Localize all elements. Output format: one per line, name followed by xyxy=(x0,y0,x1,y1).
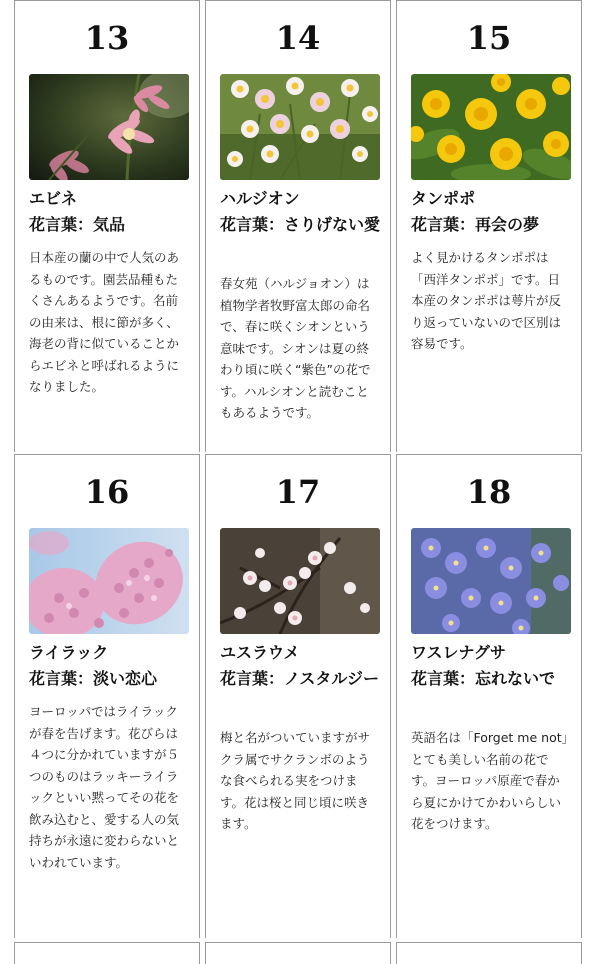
flower-description: 英語名は「Forget me not」とても美しい名前の花です。ヨーロッパ原産で春から夏にかけてかわいらしい花をつけます。 xyxy=(411,730,568,831)
flower-description: ヨーロッパではライラックが春を告げます。花びらは４つに分かれていますが５つのものはラッキーライラックといい黙ってその花を飲み込むと、愛する人の気持ちが永遠に変わらないといわれています。 xyxy=(29,704,180,870)
hanakotoba: 花言葉：淡い恋心 xyxy=(29,669,158,688)
hanakotoba: 花言葉：忘れないで xyxy=(411,669,556,688)
card-number: 15 xyxy=(466,19,512,57)
hanakotoba: 花言葉：再会の夢 xyxy=(411,215,540,234)
hanakotoba: 花言葉：さりげない愛 xyxy=(220,215,381,234)
flower-name: ユスラウメ xyxy=(220,643,300,662)
hanakotoba: 花言葉：気品 xyxy=(29,215,126,234)
flower-card-14 xyxy=(205,0,391,452)
card-number: 17 xyxy=(275,473,321,511)
flower-name: エビネ xyxy=(29,189,78,208)
flower-photo-yusuraume xyxy=(220,528,380,634)
flower-description: 梅と名がついていますがサクラ属でサクランボのような食べられる実をつけます。花は桜と同じ頃に咲きます。 xyxy=(220,730,371,831)
flower-photo-tanpopo xyxy=(411,74,571,180)
flower-photo-harujion xyxy=(220,74,380,180)
flower-card-17 xyxy=(205,454,391,938)
flower-card-15 xyxy=(396,0,582,452)
card-number: 16 xyxy=(84,473,130,511)
flower-description: 春女苑（ハルジョオン）は植物学者牧野富太郎の命名で、春に咲くシオンという意味です。シオンは夏の終わり頃に咲く“紫色”の花です。ハルシオンと読むこともあるようです。 xyxy=(220,276,371,420)
flower-card-partial-2 xyxy=(205,942,391,964)
flower-card-13 xyxy=(14,0,200,452)
card-number: 18 xyxy=(466,473,512,511)
flower-description: よく見かけるタンポポは「西洋タンポポ」です。日本産のタンポポは萼片が反り返っていないので区別は容易です。 xyxy=(411,250,562,351)
flower-card-16 xyxy=(14,454,200,938)
flower-name: ハルジオン xyxy=(220,189,300,208)
card-number: 13 xyxy=(84,19,130,57)
hanakotoba: 花言葉：ノスタルジー xyxy=(220,669,379,688)
flower-description: 日本産の蘭の中で人気のあるものです。園芸品種もたくさんあるようです。名前の由来は、根に節が多く、海老の背に似ていることからエビネと呼ばれるようになりました。 xyxy=(29,250,180,394)
flower-card-partial-3 xyxy=(396,942,582,964)
flower-card-18 xyxy=(396,454,582,938)
flower-card-partial-1 xyxy=(14,942,200,964)
flower-name: ライラック xyxy=(29,643,109,662)
card-number: 14 xyxy=(275,19,321,57)
flower-photo-ebine xyxy=(29,74,189,180)
flower-name: ワスレナグサ xyxy=(411,643,506,662)
flower-photo-wasurenagusa xyxy=(411,528,571,634)
flower-photo-lilac xyxy=(29,528,189,634)
flower-name: タンポポ xyxy=(411,189,476,208)
